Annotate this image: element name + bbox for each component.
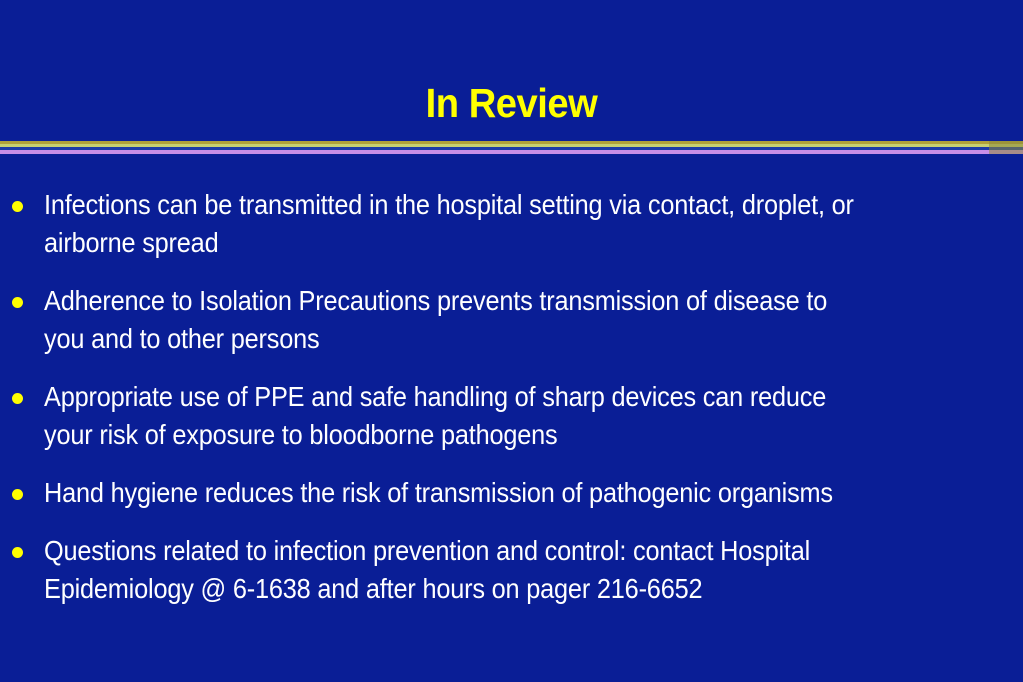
bullet-dot-icon — [12, 489, 23, 500]
bullet-dot-icon — [12, 393, 23, 404]
bullet-line: your risk of exposure to bloodborne pathogens — [44, 419, 558, 450]
bullet-item — [0, 378, 1023, 454]
bullet-dot-icon — [12, 201, 23, 212]
bullet-item — [0, 186, 1023, 262]
bullet-item — [0, 532, 1023, 608]
bullet-line: Epidemiology @ 6-1638 and after hours on pager 216-6652 — [44, 573, 703, 604]
title-underline-end-accent — [989, 141, 1023, 154]
slide-title: In Review — [425, 80, 598, 126]
bullet-line: you and to other persons — [44, 323, 320, 354]
bullet-line: Appropriate use of PPE and safe handling of sharp devices can reduce — [44, 381, 827, 412]
bullet-line: Adherence to Isolation Precautions prevents transmission of disease to — [44, 285, 828, 316]
bullet-list — [0, 186, 1023, 628]
bullet-line: Questions related to infection prevention and control: contact Hospital — [44, 535, 811, 566]
bullet-dot-icon — [12, 297, 23, 308]
title-underline-pink — [0, 150, 1023, 154]
bullet-item — [0, 282, 1023, 358]
bullet-item — [0, 474, 1023, 512]
bullet-line: airborne spread — [44, 227, 219, 258]
bullet-line: Hand hygiene reduces the risk of transmission of pathogenic organisms — [44, 477, 833, 508]
bullet-line: Infections can be transmitted in the hospital setting via contact, droplet, or — [44, 189, 854, 220]
bullet-dot-icon — [12, 547, 23, 558]
